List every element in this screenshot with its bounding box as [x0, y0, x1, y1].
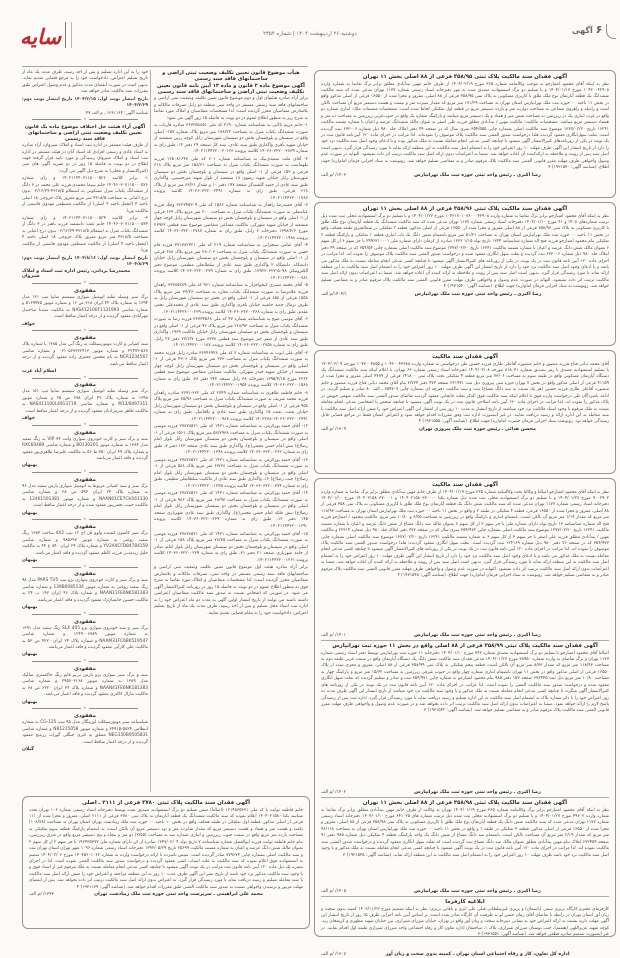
notice-body: نظر به اینکه آقای محمود امتیازجو اصالتا و وکالتا تحت وکالتنامه شماره ۳۶۵ مورخ ۱۴۰۴/۰۱/۱۹ از طرف خانم مهین بیدآبادی مطلق برابر برگ تقاضا به شماره وارده ۹۰۰۳۹۰۲ مورخ ۱۴۰۴/۰۱/۲۷ و با تسلیم دو برگ استشهادیه محلی ثبت شده ذیل شماره یکتا ۱۴۰۴۰۲۱۵۸۰۳۷۰۰۰۰ و ۱۴۰۴۰۲۱۵۸۰۳۷۰۰۰۱ مورخ ۱۴۰۴/۰۱/۱۰ دفترخانه اسناد رسمی شماره ۱۱۷۷ تهران مدعی شده که سند مالکیت شش دانگ یک قطعه آپارتمان نوع ملک طلق با کاربری مسکونی به پلاک ثبتی ۳۵۸ فرعی از ۸۸ اصلی، مفروز و مجزا شده از ۱۶۵۵۰ فرعی، قطعه ۴ تفکیکی در طبقه ۲ و واقع در بخش ۱۱ ناحیه ۰۰ حوزه ثبت ملک تهرانپارس استان تهران به مساحت ۱۱۸/۹۳ متر مربع که مقدار ۱/۱۹ متر مربع آن بالکن است، بانضمام انباری و پارکینگ واقع در زیرزمین به مساحت ۶/۷۵ و ۱۰/۸۰ متر مربع. مالکیت محمود / امتیازجو فرزند فتح اله شماره شناسنامه ۱۳ تاریخ تولد دارای شماره ملی با جز سهم ۳ از کل سهم ۶ بعنوان مالک سه دانگ مشاع از شش دانگ عرصه و اعیان با شماره مستند مالکیت ۱۶۲۴۱ تاریخ ۱۳۷۷/۰۲/۲۰ موضوع سند مالکیت اصلی بشماره چاپی ۳۵۴/۹۷۲ سری سال که در صفحه ۳۷۶ دفتر املاک جلد ۹۸۰ ذیل شماره ۲۲۳۱۴ و مالکیت مهین / بیدآبادی مطلق فرزند علی اصغر با جز سهم ۳ از کل سهم ۶ به شماره مستند مالکیت ۱۶۲۴۱ تاریخ ۱۳۷۷/۰۲/۲۰ موضوع سند مالکیت اصلی بشماره چاپی ۳۵۴/۹۷۳ که در صفحه ۷۶ دفتر ۹۸۰ ذیل شماره ۱۲۴۱۶۹ ثبت گردیده است. بعلت سهل انگاری مفقود گردیده؛ فلذا درخواست صدور المثنی سند مالکیت پلاک موصوف را نموده اند. لذا مراتب در اجرای ماده ۱۲۰ آیین نامه قانون ثبت در یک نوبت در یکی از روزنامه های کثیرالانتشار آگهی میشود تا چنانچه کسی مدعی انجام معامله نسبت به ملک مذکور می باشد و یا ادعای وجود اصل سند مالکیت نزد خود را دارد از تاریخ انتشار این آگهی ظرف مهلت ۱۰ روز اعتراض خود را به انضمام اصل سند مالکیت به این منطقه ارائه نماید تا مورد رسیدگی قرار گیرد. بدیهی است اصل سند پس از رویت و ملاحظه به ارائه کننده آن اعاده خواهد شد. ضمنا به اعتراضات بدون ارائه اصل سند مالکیت ترتیب اثر داده نمیشود. النهایه در صورت عدم وصول و واخواهی ظرف مهلت مقرر قانونی المثنی سند مالکیت پلاک مرقوم صادر و به متقاضی تسلیم خواهد شد. رونوشت به ستاد اجرایی فرمان امام(ره) جهت اطلاع. (شناسه آگهی: ۱۹۳۱۵۴۸) ۴ [321, 489, 609, 579]
ad-body: برگ سبز و سند کمپانی مربوط به اتومبیل سواری پارس سفید مدل ۹۶ به شماره پلاک ۲۴ ایران ۵۹۳ ص ۲۸ و شماره شاسی NAAN01CE7CH161330 و شماره موتور 124K1501381 به مالکیت حبیب نجمی‌پور مفقود شده و از درجه اعتبار ساقط است. [22, 483, 148, 509]
classifieds-column [22, 70, 148, 792]
signature-row [321, 790, 609, 795]
ad-divider: ٭ [32, 423, 138, 428]
notice-box [314, 202, 616, 346]
ad-body: برگ سبز وسیله نقلیه اتومبیل سواری سیستم سایپا تیپ ۱۳۱ مدل ۱۳۹۴ به شماره پلاک ۴۲ ایران ۳۱۸ ص ۱۶ و شماره موتور ۵۱۶۹۹۷۵ و شماره شاسی NAS412100F1131993 به مالکیت سیدنا صاحبدل مهرآبادی مفقود گردیده و از درجه اعتبار ساقط است. [22, 294, 149, 320]
lost-item-ad [22, 612, 148, 657]
signature-row [321, 173, 609, 178]
ad-label: مفقودی [74, 476, 96, 483]
ad-label: مفقودی [74, 571, 96, 578]
ad-signature: اسلام آباد غرب [22, 368, 57, 374]
board-item: ۳- آقای حمیدرضا زاهدار به شناسنامه شماره ۱۵۸۲ کد ملی ۳۶۲۳۴۵۳۰۹ وچک فرزند عباسعلی به صورت ششدانگ یکباب منزل به مساحت ۲۰۰ متر مربع پلاک ۶۶۴ فرعی از ۱- اصلی واقع در سیستان و بلوچستان بخش دو سیستان شهرستان زابل کوچه چهار منشعبه از خیابان شهید شهرکی، مالکیت مشاعی متقاضی موضوع سند قطعی ۲۶۹۳۲ مورخ ۱۳۹۸/۲/۶ دفترخانه ۲ زابل، طبق رای به شماره ۱۴۰۳۶۰۳۲۲۰۰۲۷۸۷ کلاسه پرونده ۱۴۰۲۱۱۴۴۲۲۰۰۱۹۸۸. [154, 203, 308, 241]
notice-box [314, 350, 616, 474]
ad-signature: بهبهان [22, 652, 38, 658]
signature-row [321, 952, 609, 957]
signature: رضا اکبری ـ رئیس واحد ثبتی حوزه ثبت ملک تهرانپارس [414, 889, 541, 894]
notice-code: ۱۳۰۹/ /م الف [321, 426, 347, 432]
notice-heading: آگهی فقدان سند مالکیت پلاک ثبتی ۳۵۸/۹۸ فرعی از ۸۸ اصلی بخش ۱۱ تهران [362, 800, 568, 806]
notice-body: نظر به اینکه آقای محمود امتیازجو برابر برگ تقاضا به شماره وارده ۱۰۴۲۱۷۰۱۰۷۶۰۰۰۴۲۹۰۸ مورخ ۱۴۰۴/۰۱/۲۷ و با تسلیم دو برگ استشهادیه محلی ثبت شده ذیل ترتیب شماره‌های ۱۴۰۸ و ۴۱ مورخ ۱۴۰۴/۰۱/۱۰ دفترخانه اسناد رسمی شماره ۱۱۷۷ تهران مدعی شده که سند مالکیت ششدانگ یک قطعه آپارتمان نوع ملک طلق با کاربری مسکونی به پلاک ثبتی ۳۵۸/۹۶ فرعی از ۸۸ اصلی مفروز و مجزا شده از ۱۶۵۵۰ فرعی از اصلی مذکور، قطعه ۲ تفکیکی در شمالشرق طبقه همکف واقع در بخش ۱۱ ناحیه ۰۰ حوزه ثبت ملک تهرانپارس استان تهران به مساحت ۵۱/۳۱ متر مربع بانضمام شش دانگ یک باب انباری قطعه ۱ تفکیکی و پارکینگ قطعه ۲ تفکیکی بنام محمود امتیازجو فرزند فتح اله شماره شناسنامه ۱۳۴۴ تاریخ تولد ۱/۱۵ ۱۳۲۲ صادره از کرمان دارای شماره ملی ۲۹۹۶۳۱۰۰۰۱ با جز سهم ۶ از کل سهم ۶ بعنوان مالک شش دانگ عرصه و اعیان با شماره مستند مالکیت ۱۶۲۴۱ تاریخ ۱۳۷۷/۰۲/۲۰ موضوع سند مالکیت اصلی بشماره چاپی ۳۵۴/۵۴ که در صفحه ۴۹ دفتر املاک جلد ۹۸۰ ذیل شماره ۶۷۳۰۰۶ ثبت گردیده و بعلت سهل انگاری مفقود شده و درخواست صدور المثنی سند مالکیت پلاک موصوف را نموده اند. لذا مراتب در اجرای ماده ۱۲۰ آیین نامه قانون ثبت در یک نوبت در یکی از روزنامه های کثیرالانتشار آگهی میشود تا چنانچه کسی مدعی انجام معامله نسبت به ملک مذکور می باشد و یا ادعای وجود اصل سند مالکیت نزد خود را دارد از تاریخ انتشار این آگهی ظرف مهلت ۱۰ روز اعتراض خود را به انضمام اصل سند مالکیت به این منطقه ارائه نماید تا مورد رسیدگی قرار گیرد. بدیهی است اصل سند پس از رویت و ملاحظه به ارائه کننده آن اعاده خواهد شد. ضمنا به اعتراضات بدون ارائه اصل سند مالکیت ترتیب اثر داده نمیشود. النهایه در صورت عدم وصول و واخواهی ظرف مهلت مقرر قانونی المثنی سند مالکیت پلاک مرقوم صادر و به متقاضی تسلیم خواهد شد. رونوشت به ستاد اجرایی فرمان امام(ره) جهت اطلاع. (شناسه آگهی: ۱۹۳۱۵۴۰) ۴ [321, 213, 610, 290]
lost-item-ad [22, 281, 148, 326]
notice-heading: آگهی فقدان سند مالکیت پلاک ثبتی ۳۷۸۰ فرعی از ۲۱۱۱ ـ اصلی [81, 800, 251, 806]
notice-code: ۱۴۰۲/ /م الف [321, 790, 347, 795]
notice-section [321, 640, 609, 789]
notice-box [314, 70, 616, 198]
page-section-label: آگهی [572, 26, 593, 35]
signature-row [321, 427, 609, 432]
arbitration-item: ۲- برابر کلاسه ۱۴۰۲۱۱۴۴۰۷۱۱۵۰۰۰۵۳۴ و رای شماره ۱۴۰۴۶۰۳۰۷۱۱۵۰۰۰۵۳۴ خانم عفت دانشمند فرزند باهنر در ۳ دانگ از ششدانگ یکباب منزل به استعلام ۴۳۱۸/۵-۰۲/۱۲/۲۹ بدون درج اعیانی به مساحت ۴۳۱۸/۵ متر مربع مفروز پلاک خروجی ۱۸ اصلی ناحیه ۴ (ایجعل ناحیه ۴ اصلی) از مالکیت مصطفی مهدوی قاسمی از مالکیت وریا. [22, 215, 149, 254]
ad-body: شناسنامه سبز موتورسیکلت اورینگال مدل ۹۵ تیپ CG-125 به شماره انتظامی ۵۸۲۴-۳۴۹۱۵ و شماره موتور NB1215058 و شماره شاسی NEG150B9505831 متعلق به کبری جنگلی گوراب زرمیخ مفقود گردیده و از درجه اعتبار ساقط است. [22, 720, 148, 745]
ad-divider: ٭ [32, 565, 138, 570]
ad-label: مفقودی [74, 335, 96, 342]
notice-box [314, 478, 616, 957]
ad-body: سند و برگ سبز و کارت خودروی سواری وانت VIP ۷۴ به رنگ سفید مدل ۱۳۸۴ به شماره موتور B0130201 و شماره شاسی RXC60489 و شماره پلاک ۴۹ ایران ۳۵۰ ط ۵۶ به مالکیت علیرضا طاهری‌پور مفقود گردیده و فاقد اعتبار می‌باشد. [22, 436, 148, 461]
notice-heading: آگهی فقدان سند مالکیت پلاک ثبتی ۳۵۸/۹۶ فرعی از ۸۸ اصلی بخش ۱۱ تهران [362, 206, 568, 212]
lost-item-ad [22, 376, 148, 421]
signature: محمدرضا یزدانی، رئیس اداره ثبت اسناد و املاک شیروان [22, 269, 131, 280]
date-line: دوشنبه ۲۶ اردیبهشت ۱۴۰۴ | شماره ۲۳۵۴ [263, 31, 357, 37]
board-item: ۷- آقای علی ایوب به شناسنامه شماره ۲ کد ملی ۳۶۷۴۶۹۲۸ صادره زابل فرزند محمد به صورت ششدانگ یکباب منزل به مساحت ۲۳۲ متر مربع پلاک ۴۳۰۶ فرعی از ۱- اصلی واقع در سیستان و بلوچستان بخش دو سیستان شهرستان زابل کوچه چهار منشعبه از خیابان شهید حیدر شهرکی، مالکیت مشاعی متقاضی موضوع سند قطعی ۲۳۶۲ مورخ ۱۳۹۵/۲/۱۵ دفترخانه ۳۸ زابل صفحه ۲۴۲ دفتر ۳۸، طبق رای به شماره ۱۴۰۳۶۰۳۲۲۰۰۱۵۸۸ کلاسه پرونده ۱۴۰۲۱۱۴۴۲۲۰۰۱۹۵۴. [154, 350, 308, 389]
notice-body: نظر به اینکه آقای محمود امتیازجو برابر برگ وکالتنامه شماره ۳۶۵ مورخ ۱۴۰۴/۰۱/۱۹ تهران به وکالت از طرف خانم مهین بیدآبادی مطلق برابر برگ تقاضا به شماره وارده ۴۹۶۰۲ مورخ ۱۴۰۴/۰۱/۲۷ و با تسلیم دو برگ استشهادیه محلی ثبت شده ذیل ترتیب شماره های ۶۴۱۰۲۵ مورخ ۱۴۰۴/۰۱/۱۰ دفترخانه اسناد رسمی شماره ۱۱۷۷ تهران مدعی شده که سند مالکیت شش دانگ یک قطعه آپارتمان نوع ملک طلق با کاربری مسکونی به پلاک ثبتی ۳۵۸/۹۸ فرعی از ۸۸ اصلی، مفروز و مجزا شده از ۱۶۵۵۰ فرعی از اصلی مذکور، قطعه ۴ تفکیکی در طبقه ۱ و واقع در بخش ۱۱ ناحیه ۰۰ حوزه ثبت ملک تهرانپارس استان تهران به مساحت ۹۶/۱۱۸ متر مربع که مقدار ۲/۱۹ متر مربع آن مساحت بالکن است، بانضمام سه دانگ مشاع از شش دانگ یک واحد پارکینگ، قطعه ۴ تفکیکی ذیل شماره ۹۸۵ دفتر ۹۱ صفحه ۶۷۳۴۵۹ املاک بنام مهین بیدآبادی مطلق بعنوان مالک سه دانگ مشاع ثبت گردیده است که بعلت سهل انگاری مفقود گردیده و درخواست صدور المثنی سند مالکیت نموده اند. لذا مراتب در اجرای ماده ۱۲۰ آیین نامه قانون ثبت در یک نوبت آگهی میشود تا چنانچه کسی مدعی انجام معامله نسبت به ملک مذکور و یا وجود اصل سند مالکیت نزد خود باشد ظرف مهلت ۱۰ روز اعتراض خود را به انضمام اصل سند مالکیت به این منطقه ارائه نماید. (شناسه آگهی: ۱۹۳۱۵۴۵) ۳ [321, 807, 610, 858]
signature: رضا اکبری ـ رئیس واحد ثبتی حوزه ثبت ملک تهرانپارس [414, 790, 541, 795]
notice-body: نظر به اینکه آقای محمود امتیازجو به موجب وکالتنامه شماره ۳۶۵ مورخ ۱۴۰۴/۰۲/۱۹ از طرف خانم مهین بیدآبادی مطلق برابر برگ تقاضا به شماره وارده ۱۰۴۳۰۰۴۲۹۰۸ مورخ ۱۴۰۴/۰۱/۱۷ و با تسلیم دو برگ استشهادیه مصدق شده به مهر دفترخانه اسناد رسمی شماره ۱۱۷۷ تهران مدعی شده که سند مالکیت ششدانگ یک قطعه آپارتمان نوع ملک طلق با کاربری مسکونی به پلاک ثبتی ۳۵۸/۹۵ فرعی از ۸۸ اصلی، مفروز و مجزا شده از ۱۶۵۵۰ فرعی از اصلی مذکور واقع در بخش ۱۱ ناحیه ۰۰ حوزه ثبت ملک تهرانپارس استان تهران به مساحت ۱۷۱/۲۹ متر مربع که مقدار سیزده متر و بیست و هشت دسیمتر مربع آن مساحت بالکن است و راه‌پله و راهروی مشاعی به مساحت دوازده متر و یازده دسیمتر مربع در قطعه اول تفکیکی لحاظ شده است. مشخصات منضمات ملک: انباری شماره دو واقع در غرب انباری یک در زیرزمین به مساحت شش متر و هفتاد و یک دسیمتر مربع میباشد و پارکینگ شماره یک واقع در جنوب‌غربی زیرزمین به مساحت ده متر و هشتاد دسیمتر مربع میباشد. مشخصات مالکیت: مالکیت مهین / بیدآبادی مطلق فرزند علی اصغر به عنوان مالک ششدانگ عرصه و اعیان با شماره مستند مالکیت ۱۶۲۴۱ تاریخ ۱۳۷۷/۰۲/۲۰ موضوع سند مالکیت اصلی بشماره چاپی ۳۵۴/۵۵۵ سری سال که در صفحه ۴۹ دفتر املاک جلد ۹۸۰ ذیل شماره ۶۷۳۰۰۶ ثبت گردیده است. بعلت سهل‌انگاری مفقود گردیده فلذا درخواست صدور المثنی سند مالکیت پلاک موصوف را نموده‌اند. لذا مراتب در اجرای ماده ۱۲۰ آیین‌نامه قانون ثبت در یک نوبت در یکی از روزنامه‌های کثیرالانتشار آگهی میشود تا چنانچه کسی مدعی انجام معامله نسبت به ملک مذکور بوده و یا ادعای وجود اصل سند مالکیت نزد خود را دارد از تاریخ انتشار این آگهی ظرف مهلت ۱۰ روز اعتراض خود را به انضمام اصل سند مالکیت به این منطقه ارائه نماید تا مورد رسیدگی قرار گیرد. بدیهی است اصل سند پس از رویت و ملاحظه به ارائه‌کننده آن اعاده خواهد شد. ضمنا به اعتراضات بدون ارائه اصل سند مالکیت ترتیب اثر داده نمیشود. النهایه در صورت عدم وصول واخواهی ظرف مهلت مقرر قانونی المثنی سند مالکیت پلاک مرقوم صادر و به متقاضی تسلیم خواهد شد. رونوشت به ستاد اجرایی فرمان امام(ره) جهت اطلاع. (شناسه آگهی: ۱۹۳۱۵۴۰) ۴ [321, 81, 610, 171]
signature-row [321, 633, 609, 638]
notice-heading: ابلاغیه کارفرما [445, 899, 485, 905]
notice-heading: آگهی فقدان سند مالکیت پلاک ثبتی ۳۵۸/۹۵ فرعی از ۸۸ اصلی بخش ۱۱ تهران [362, 74, 568, 80]
notice-code: ۱۳۴۳/ /م الف [29, 892, 55, 898]
notice-section [321, 896, 609, 951]
lost-item-ad [22, 518, 148, 563]
ad-label: مفقودی [74, 382, 96, 389]
ad-label: مفقودی [74, 665, 96, 672]
notices-column [314, 70, 616, 957]
ad-signature: بهبهان [22, 605, 38, 611]
signature-row [321, 292, 609, 297]
lost-item-ad [22, 423, 148, 468]
bottom-notice-box [22, 796, 310, 929]
ad-divider: ٭ [32, 376, 138, 381]
board-item: ۸- خانم فاطمه طاهری به شناسنامه شماره ۲۷۴۹ کد ملی ۳۶۲-۳۶۹۱ صادره زاهدان فرزند محمد شریف به صورت ششدانگ یکباب منزل به مساحت ۷۵/۹۶ متر مربع پلاک ۹۵۸ فرعی از ۱- اصلی واقع در سیستان و بلوچستان بخش دو سیستان شهرستان زابل خیابان بعثت، بعثت ۱۵ واگذاری طبق سند عادی و بلافاصل، طبق رای به شماره ۱۴۰۳۶۰۳۲۲۰۰۲۷۴۱-۱۴۰۲۲۷۸ کلاسه پرونده ۱۴۰۲۱۱۴۴۲۲۰۰۰۹۸۷. [154, 390, 309, 422]
bracket-ornament-icon [606, 24, 616, 39]
logo-bars-icon [65, 22, 72, 48]
board-item: ۴- آقای عباس سنجرانی به شناسنامه شماره ۲۱۹ کد ملی ۳۷۱۷۸۲۳۲۱ فرزند قام حسن به صورت ششدانگ یکباب منزل به مساحت ۲۸۰/۰۲ متر مربع پلاک ۶۸۸ فرعی از ۱- اصلی واقع در سیستان و بلوچستان بخش دو سیستان شهرستان زابل خیابان دانشگاه، دانشگاه ۲ واگذاری طبق سند عادی از سلطانعلی مطیعی، موضوع دفتر الکترونیکی ۵۰۹۸-۱۳۹۶۲۰۳۲۲، طبق رای به شماره ۱۴۰۳۶۰۳۲۲۰۰۲۷۹ کلاسه پرونده ۱۴۰۲۱۱۴۴۲۲۰۰۰۷۸۱. [154, 243, 309, 281]
ad-divider: ٭ [32, 518, 138, 523]
ad-signature: بهبهان [22, 463, 38, 469]
ad-divider: ٭ [32, 707, 138, 712]
ad-divider: ٭ [32, 329, 138, 334]
header-rule [22, 66, 308, 67]
lost-item-ad [22, 659, 148, 704]
article3-heading: آگهی موضوع ماده ۳ قانون و ماده ۱۳ آیین نامه قانون تعیین تکلیف وضعیت ثبتی اراضی و ساختمانهای فاقد سند رسمی [157, 83, 305, 95]
ad-signature: بهبهان [22, 557, 38, 563]
section-divider: ٭ [32, 118, 138, 123]
board-item: ۱۴- آقای حمید پورکرمی به شناسنامه شماره ۱۴۳۱ کد ملی ۳۷۸۷۸۵۲۱ فرزند موسی به صورت ششدانگ یکباب منزل به مساحت ۶۸/۹۳ متر مربع پلاک ۹۸۶ فرعی از ۱- اصلی واقع در سیستان و بلوچستان بخش دو سیستان شهرستان زابل بلوار امام رضا(ع) نبش فلکه امام حسن مجتبی(ع)، واگذاری طبق سند عادی شهریاری صفحه ۱۴۵ دفتر ۱۲، طبق رای به شماره ۱۴۰۳۶۰۳۲۲۰۰۲۳۹ کلاسه پرونده ۱۴۰۲۱۱۴۴۲۲۰۰۱۳۹۰. [154, 491, 309, 529]
signature: رضا اکبری ـ رئیس واحد ثبتی حوزه ثبت ملک تهرانپارس [414, 291, 542, 297]
ad-body: برگ سبز کامیون کشنده ولوو اف اچ ۱۲ تیپ 4X2 ساخت ۱۳۸۴ رنگ سفید روغنی به شماره موتور ۹۸۵۶۹۷ و شماره شاسی YV2A4CFD84784159 و شماره پلاک ۲۴ ایران ۸۴۰ ع ۴۴ به مالکیت خلیل زیدمدنی فرزند کاظم مفقود گردیده و فاقد اعتبار می‌باشد. [22, 531, 149, 556]
page-number: ۶ [595, 23, 603, 36]
notice-code: شناسه آگهی: ۱۳۶۱۱۶۴ ـ م الف ۴۷ [85, 110, 148, 116]
board-intro: برابر آراء صادره هیئتهای اول و دوم موضوع قانون تعیین تکلیف وضعیت ثبتی اراضی و ساختمانهای فاقد سند رسمی مستقر در واحد ثبتی منطقه دو زابل تصرفات مالکانه و بلامعارض متقاضیان محرز گردیده است؛ لذا مشخصات متقاضیان و املاک مورد تقاضا به شرح زیر به منظور اطلاع عموم در دو نوبت به فاصله ۱۵ روز آگهی می شود: [154, 96, 308, 121]
ad-divider: ٭ [32, 281, 138, 286]
board-heading: هیأت موضوع قانون تعیین تکلیف وضعیت ثبتی اراضی و ساختمانهای فاقد سند رسمی [162, 70, 300, 82]
signature: محسن هدائی ـ رئیس حوزه ثبت ملک پیروزی تهران [419, 426, 536, 432]
arbitration-intro: از طرف هیئت مستقر در اداره ثبت اسناد و املاک شیروان، آراء صادره به اسناد عادی و رسمی افرادی که اسناد آنان در هیئت مستقر در اداره ثبت اسناد و املاک شیروان رسیدگی و مورد تایید قرار گرفته جهت اطلاع در دو نوبت به فاصله ۱۵ روز در دو نشریه آگهی های ثبتی (کثیرالانتشار و محلی) به شرح ذیل آگهی می گردد: [22, 143, 148, 174]
column-divider [150, 70, 151, 792]
signature: رضا اکبری ـ رئیس واحد ثبتی حوزه ثبت ملک تهرانپارس [414, 633, 541, 638]
arbitration-item: ۱- برابر کلاسه ۱۴۰۲۱۱۴۴۰۷۱۱۵۰۰۰۵۲۶ و رای شماره ۱۴۰۴۶۰۳۰۷۱۱۵۰۰۰۵۲۶ خانم سیما محمدی فرزند علی محمد در ۳ دانگ از ششدانگ یکباب منزل مسکونی به استعلام ۴۳۱۸/۵-۰۲/۱۲/۲۹ بدون درج اعیانی به مساحت ۴۳۱۸/۵ متر مربع مفروز پلاک خروجی ۱۸ اصلی ناحیه ۴ (ایجعل ناحیه ۴ اصلی) از مالکیت مصطفی مهدوی قاسمی از مالکیت وریا. [22, 176, 149, 214]
ad-body: سند و برگ سبز و کارت خودروی سواری پژو تیپ PARS TU5 مدل ۹۸ رنگ سفید روغنی به شماره موتور 139B0085134 و شماره شاسی NAAN11FE6NK181383 و شماره پلاک ۴۶ ایران ۱۹۷ ب ۲۴ به مالکیت حسین حاتمیان‌راد مفقود گردیده و فاقد اعتبار می‌باشد. [22, 578, 148, 603]
signature-row [29, 892, 303, 897]
lost-item-ad [22, 470, 148, 515]
ad-divider: ٭ [32, 470, 138, 475]
board-item: ۱- خانم مریم بالایی به شناسنامه شماره ۲۱۹۰ کد ملی ۳۶۷۳۵۸۸۵۱ صادره فاریاب به صورت ششدانگ یکباب منزل به مساحت ۱۷۸/۷۴ متر مربع پلاک شماره ۱۵۷- اصلی واقع در سیستان و بلوچستان بخش دو سیستان شهرستان زابل کوچه زرین منشعبه از خیابان شهید باقری واگذاری طبق سند عادی، سند کل صفحه ۲۹ دفتر ۱۴، طبق رای به شماره ۱۴۰۳۶۰۳۲۲۰۰۲۸۳۹ کلاسه پرونده ۱۴۰۲۱۱۴۴۲۲۰۰۲۰۱۲۳. [154, 123, 308, 155]
notice-code: ۱۴۰۴/۱/م الف [321, 291, 347, 297]
board-item: ۱۳- آقای حمید پورکرمی به شناسنامه شماره ۱۴۳۱ کد ملی ۳۷۸۷۸۵۲۱ فرزند موسی به صورت ششدانگ یکباب منزل به مساحت ۶۷/۳۸ متر مربع پلاک ۵۸۸ فرعی از ۱- اصلی واقع در سیستان و بلوچستان بخش دو سیستان شهرستان زابل بلوار امام رضا(ع) جنب رضا(ع) ۱۲، واگذاری طبق سند عادی از مالکیت سلطانعلی مطیعی، طبق رای به شماره ۱۴۰۳۶۰۳۲۲۰۰۲۷۴ کلاسه پرونده ۱۴۰۲۱۱۴۴۲۲۰۰۱۲۴۵. [154, 457, 309, 489]
signature: محمد علی ابراهیمی ـ سرپرست واحد ثبتی حوزه ثبت ملک زیبادشت تهران [94, 892, 263, 898]
ad-signature: بهبهان [22, 510, 38, 516]
notice-code: ۱۴۰۱/ /م الف [321, 633, 347, 638]
board-item: ۲- آقای ملت سعیدی‌نیک به شناسنامه شماره ۶۰۱ کد ملی ۱۲۵۰۸۱۶۴۷ فرزند طهماسب به صورت ششدانگ یکباب منزل به مساحت ۱۵۸/۳۱ متر مربع پلاک ۳۱۸ فرعی و ۱۵۳ فرعی از ۱- اصلی واقع در سیستان و بلوچستان بخش دو سیستان شهرستان زابل خیابان شهید رضوی ۱۸ منشعبه از بلوار شهید میرحسینی، واگذاری طبق سند عادی از حمید گلشته‌گر صفحه ۱۹۷ دفتر ۱۰ و مقدار ۸۳/۲۱ متر مربع از پلاک ۳۱۸ فرعی، طبق رای به شماره ۱۴۰۳۶۰۳۲۲۰۰۲۴۹۱ کلاسه پرونده ۱۴۰۲۱۱۴۴۲۲۰۰۱۷۸۶. [154, 156, 309, 201]
ad-label: مفقودی [74, 429, 96, 436]
board-item: ۱۵- آقای حمید پورکرمی به شناسنامه شماره ۱۴۳۱ کد ملی ۳۷۸۷۸۵۲۱ فرزند موسی به صورت ششدانگ یکباب منزل به مساحت ۷۸/۷۵ متر مربع پلاک ۱۵۸ فرعی از ۱- اصلی واقع در سیستان و بلوچستان بخش دو سیستان شهرستان زابل بلوار امام، صادر از حامد شهریاری صفحه ۲۱ دفتر ۳۱، طبق رای به شماره ۱۴۰۳۶۰۳۲۲۰۰۲۳۹ کلاسه پرونده ۱۴۰۲۱۱۴۴۲۲۰۰۱۲۶۱. [154, 531, 309, 563]
newspaper-logo [20, 22, 72, 48]
determination-column [154, 70, 308, 792]
ad-signature: گیلان [22, 746, 34, 752]
board-closing: برابر آراء صادره هیئت اول موضوع قانون تعیین تکلیف وضعیت ثبتی اراضی و ساختمانهای فاقد سند رسمی مستقر در واحد ثبتی، تصرفات مالکانه و بلامعارض متقاضیان محرز گردیده است؛ لذا مشخصات متقاضیان و املاک مورد تقاضا به شرح فوق به منظور اطلاع عموم در دو نوبت به فاصله ۱۵ روز در روزنامه کثیرالانتشار آگهی می شود. در صورتی که اشخاص نسبت به صدور سند مالکیت متقاضیان اعتراضی داشته باشند می توانند از تاریخ انتشار اولین آگهی به مدت دو ماه اعتراض خود را به اداره ثبت اسناد محل تسلیم و پس از اخذ رسید، ظرف مدت یک ماه از تاریخ تسلیم اعتراض، دادخواست خود را به مقام قضایی تقدیم نمایند. [154, 565, 308, 616]
notice-heading: آگهی فقدان سند مالکیت [432, 354, 498, 360]
logo-text: سایه [20, 25, 62, 49]
board-item: ۱۲- آقای حمید پورکرمی به شناسنامه شماره ۱۴۳۱ کد ملی ۳۷۸۷۸۵۲۱ فرزند موسی به صورت ششدانگ یکباب منزل به مساحت ۵۸/۷۹۳۸ متر مربع پلاک ۱۵۶۱ فرعی از ۱- اصلی واقع در سیستان و بلوچستان بخش دو سیستان شهرستان زابل بلوار امام رضا(ع) نبش امام حسن مجتبی(ع)، واگذاری طبق سند عادی صفحه ۱۲۳ دفتر ۷، طبق رای به شماره ۱۴۰۳۶۰۳۲۲۰۰۲۶۲ کلاسه پرونده ۱۴۰۲۱۱۴۴۲۲۰۰۱۲۹۸. [154, 424, 309, 456]
publication-dates: تاریخ انتشار نوبت اول: ۱۴۰۴/۲/۱۵ تاریخ انتشار نوبت دوم: ۱۴۰۴/۲/۲۹ [22, 96, 148, 109]
notice-heading: آگهی فقدان سند مالکیت [432, 482, 498, 488]
board-item: ۶- آقای موسی شیخ به شناسنامه شماره ۴۷ کد ملی ۳۶۷۳۴۵۶۸ فرزند رضا به صورت ششدانگ یکباب منزل به مساحت ۲۶۸/۹۳ متر مربع پلاک ۹۳ فرعی از ۱- اصلی واقع در سیستان و بلوچستان بخش دو سیستان شهرستان زابل خیابان مالکیت ۱۹۶۹، واگذاری طبق سند عادی از صفر خیر موضوع سند قطعی ۸۳۷۸ مورخ ۷۷/۶/۷ دفتر ۲۷ زابل، طبق رای به شماره ۱۴۰۳۶۰۳۲۲۰۰۲۷۵۸ کلاسه پرونده ۱۴۰۲۱۱۴۴۲۲۰۰۰۱۸۷. [154, 317, 309, 349]
ad-label: مفقودی [74, 618, 96, 625]
ad-label: مفقودی [74, 713, 96, 720]
signature: رضا اکبری ـ رئیس واحد ثبتی حوزه ثبت ملک تهرانپارس [414, 172, 541, 178]
arbitration-heading: آگهی آراء هیئت حل اختلاف موضوع ماده یک قانون تعیین تکلیف وضعیت ثبتی اراضی و ساختمانهای فاقد سند رسمی [24, 124, 146, 143]
notice-body: آقای محمد دیانی فتاح فرزند منصور و خانم منصوره آقاعلی طاری فرزند حسین طی درخواستی به شماره وارده ۱۰۴۳۰۰۴۳۲۸۸ و ۱۰۴۳۰۰۴۸۵۵ مورخه ۱۴۰۴/۰۲/۰۹ با تسلیم استشهادیه مصدق با رمز تصدیق شماره ۸۱۸۰۴۱ مورخه ۱۴۰۴/۰۲/۰۸ دفترخانه اسناد رسمی شماره ۶۶ تهران، با اعلام اینکه سند مالکیت ششدانگ یک دستگاه آپارتمان مسکونی واقع در طبقه سوم به مساحت ۷۳/۰۶ متر مربع قطعه ۴ تفکیکی تحت پلاک ثبتی ۱۴۱۸۰۰ فرعی از ۴۴۷۹ اصلی مفروز و مجزا شده از ۴۱۱۵۹ فرعی از اصلی مذکور واقع در بخش ۷ تهران حوزه ثبتی پیروزی ذیل ثبت ۳۶۱۹۴۱ صفحه ۴۷۳ دفتر ۲/۷۲۴ بنام آقای محمد دیانی فتاح فرزند منصور و خانم منصوره آقاعلی طاری فرزند حسین (هر یک نسبت به سه دانگ مشاع) ثبت و سند مالکیت دفترچه ای بشماره چاپی ۷۵۹۷۰۷ ـ الف ۸۰ صادر و تسلیم گردید. در ادامه نامبردگان طی درخواست وارده فوق با اعلام اینکه سند مالکیت فوق الذکر بعلت جابجایی مفقود گردیده تقاضای صدور المثنی سند مالکیت سهمی خویش در پلاک مذکور را نموده اند. لذا مراتب در اجرای ماده ۱۲۰ آیین نامه اصلاحی قانون ثبت در یک نوبت آگهی میشود تا چنانچه شخص یا اشخاصی مدعی انجام معامله نسبت به ملک مرقوم یا وجود اسناد مالکیت نزد خود میباشند از تاریخ انتشار به مدت ۱۰ روز پس از انتشار این آگهی اعتراض خود را ضمن ارائه اصل سند مالکیت یا سند معامله به این اداره ارائه و رسید دریافت نمایند. در غیر اینصورت اداره ثبت وفق مقررات اقدام خواهد نمود و اعتراض ایشان فقط در مراجع قضایی قابل رسیدگی خواهد بود. رونوشت ستاد اجرایی فرمان حضرت امام(ره) جهت اطلاع. (شناسه آگهی: ۱۹۳۱۵۵۵) ۴ [321, 361, 609, 425]
notice-code: ۱۴۰۳/ /م الف [321, 172, 347, 178]
signature-row [321, 889, 609, 894]
notice-body: اصالتا آقای محمود امتیازجو با تسلیم دو برگ استشهادیه مصدق شماره ۷۴۶ مورخ ۱۴۰۴/۰۱/۱۰ دفترخانه ۱۱ حوزه ثبت تهرانپارس توسط دفتر اسناد رسمی شماره ۱۱۷۷ تهران و برگ تقاضای به وارده شماره ۲۸۹۵۰ مورخ ۱۴۰۴/۰۱/۲۷ مدعی فقدان سند مالکیت شش دانگ یک دستگاه آپارتمان واقع در سمت غربی طبقه دوم به مساحت ۱۱۸/۹۳ متر مربع که مقدار ۸/۷۳ متر مربع آن بالکن است، قطعه پنجم تفکیکی به پلاک ثبتی ۳۵۸/۹۹ فرعی از ۸۸ اصلی، مفروز و مجزی شده از پلاک ۱۶۵۵۰ فرعی از اصلی مذکور واقع در بخش ۱۱ تهران بانضمام انباری شماره چهار واقع در جنوب شرقی زیرزمین به مساحت ۱۵/۳۲ متر مربع و پارکینگ چهار به مساحت ۱۰/۸۰ متر مربع ذیل ثبت ۶۷۳۴۴۵ صفحه ۱۵۳ دفتر ۹۸۵ بنام محمود امتیازجو به شماره چاپی ۳۵۴/۹۷۱ ثبت و صادر و تسلیم گردیده که بعلت سهل انگاری مفقود شده و درخواست صدور سند مالکیت المثنی را نموده است. لذا مراتب در اجرای ماده ۱۲۰ آیین نامه قانون ثبت در یک نوبت در یکی از روزنامه های کثیرالانتشار آگهی میگردد تا چنانچه کسی مدعی انجام معامله نسبت به ملک مذکور و یا وجود سند مالکیت نزد خود میباشد از تاریخ انتشار این آگهی ظرف مدت ده روز اعتراض خود را با ذکر شماره پلاک به انضمام اصل سند مالکیت به این اداره تسلیم و رسید دریافت نماید تا مورد رسیدگی قرار گیرد. اداره ثبت پس از رسیدگی پاسخ لازم را ارائه خواهد نمود. ضمنا به اعتراضات بدون ارائه اصل سند مالکیت ترتیب اثر داده نخواهد شد و در صورت عدم وصول و واخواهی ظرف مهلت مقرر قانونی المثنی سند مالکیت پلاک مرقوم صادر و به متقاضی تسلیم خواهد شد. (شناسه آگهی: ۱۹۳۱۵۴۲) ۳ [321, 650, 610, 714]
ad-divider: ٭ [32, 659, 138, 664]
ad-body: برگ سبز و سند خودروی سواری پژو 405 SLX رنگ سفید مدل ۱۳۹۱ به شماره موتور ۱۲۴۹۰۰۶۷۸۹ و شماره شاسی NAAM31FC6BK519547 و شماره پلاک ۲۴ ایران ۴۲۲۰ ص ۵۳ به مالکیت علی کارآیی مفقود گردیده و فاقد اعتبار می‌باشد. [22, 625, 148, 650]
ad-divider: ٭ [32, 612, 138, 617]
ad-signature: خواف [22, 416, 36, 422]
publication-dates: تاریخ انتشار نوبت اول: ۱۴۰۴/۸/۱۶ تاریخ انتشار نوبت دوم: ۱۴۰۴/۸/۲۹ [22, 255, 148, 267]
notice-code: ۱۳۰۷/ /م الف [321, 952, 347, 957]
notice-section [321, 797, 609, 888]
ad-signature: خواف [22, 321, 36, 327]
ad-body: سند کمپانی و کارت موتورسیکلت به رنگ آبی مدل ۱۳۸۵ با شماره پلاک ۵۶۷-۴۲۴۷۲ و شماره موتور ۰۲۱۰۵۶۷۳۲۲۴۱۳ و شماره شاسی NCR1234567 به نام محسن جعفری زاده مفقود گردیده و از درجه اعتبار ساقط می‌باشد. [22, 342, 149, 367]
notice-body: کارفرمای محترم کارگاه بربری سنتی (پاسمان) و بربری غیرسلطانی قبلی علی انزی و باقایی بربری؛ نظر به اینکه تصمیم مورخ ۱۴۰۳/۱۱/۲۳ کمیته بدوی سخت و زیان آور استان تهران در رابطه با تقاضای آقای زمان حسن لو به طرفیت آن کارگاه صادر شده است، بر اساس آیین نامه اجرایی ظرف ۱۵ روز از تاریخ انتشار این آگهی مهلت دارید نسبت به ارائه اعتراض خود به نشانی دبیرخانه سخت و زیان آور واقع در تهران، خیابان میرزای شیرازی، بین خیابان شهید مطهری و کریمخان زند، کوچه شهید عزیزاللهی (هشتم)، جنب بوستان میرزای شیرازی، پلاک ۱، ساختمان اداره تعاون کار و رفاه اجتماعی واحد میرزای شیرازی طبقه اول اقدام نمایید. در غیر اینصورت تصمیم صادره قطعی خواهد شد. (شناسه آگهی: ۱۹۳۱۵۵۱) ۳ [321, 906, 610, 938]
ad-body: برگ سبز وسیله نقلیه اتومبیل سواری سیستم سایپا تیپ ۱۵۱ مدل ۱۳۹۸ به شماره پلاک ۴۲ ایران ۶۷۸ ص ۲۵ و شماره موتور M13/8497311 و شماره شاسی NAS411100L4913719 به مالکیت طاهر میرمرادیان مفقود گردیده و از درجه اعتبار ساقط است. [22, 389, 149, 414]
lost-item-ad [22, 707, 148, 752]
ad-body: سند و برگ سبز سواری پژو پارس تی‌یو فایو رنگ خاکستری متالیک مدل ۱۳۸۹ به شماره موتور ۲۹۵۶۰۳۱۶۸ و شماره شاسی NAAN41FE6NK181383 و شماره پلاک ۲۴ ایران ۶۲۲۰ ص ۶۸ به مالکیت مارال کاکتری مفقود گردیده و فاقد اعتبار می‌باشد. [22, 672, 148, 698]
notice-continuation: خود را به این اداره تسلیم و پس از اخذ رسید، ظرف مدت یک ماه از تاریخ تسلیم اعتراض، دادخواست خود را به مرجع قضایی تقدیم نماید. بدیهی است در صورت انقضای مدت مذکور و عدم وصول اعتراض طبق مقررات سند مالکیت صادر خواهد شد. [22, 70, 148, 95]
notice-heading: آگهی فقدان سند مالکیت پلاک ثبتی ۳۵۸/۹۹ فرعی از ۸۸ اصلی واقع در بخش ۱۱ حوزه ثبت تهرانپارس [332, 643, 598, 649]
notice-code: ۱۴۰۵/ /م الف [321, 889, 347, 894]
page-header-right [572, 24, 616, 39]
notice-section [321, 482, 609, 632]
ad-label: مفقودی [74, 287, 96, 294]
notice-body: خانم فاطمه ثوابت با کد ملی ۱۲۱۹۸۳۵۳۷۱ (اصالتا) ضمن تسلیم دو برگ استشهادیه تصدیق شده توسط دفترخانه اسناد رسمی شماره ۱۰۶ تهران تحت شناسه یکتا ۱۴۰۴۰۲۱۵۸۰ اعلام نموده که سند مالکیت ششدانگ یک قطعه آپارتمان به پلاک ثبتی ۳۷۸۰ فرعی از ۲۱۱۱ اصلی، مفروز و مجزا شده از ۱۱۱ فرعی از اصلی مذکور، قطعه اول تفکیکی در طبقه همکف واقع در بخش ۱۰ ناحیه ۰۰ حوزه ثبت ملک زیبادشت تهران استان تهران به مساحت (۱۰۸/۷۸) یکصد و هشت متر و هفتاد و هشت دسیمتر مربع که مقدار شانزده متر و نود دسیمتر مربع آن بالکن است، به انضمام پارکینگ قطعه سوم تفکیکی به مساحت یازده متر مربع واقع در سمت جنوب زیرزمین و انباری شماره سه به مساحت (۲/۵۵) دو متر و پنجاه و پنج دسیمتر مربع واقع در شرق زیرزمین، بنام خانم فاطمه ثوابت فرزند ابوالفضل شماره شناسنامه ۷ تاریخ تولد ۱۳۴۷/۰۲/۰۴ صادره از کن دارای شماره ملی ۱۹۶۴۳۵۳۷۷ با جز سهم ۲ از کل سهم ۲ بعنوان مالک شش دانگ عرصه و اعیان به شماره مستند مالکیت ۲۵۶۹۹ تاریخ ۱۳۹۲/۰۵/۲۹ دفترخانه اسناد رسمی شماره ۱۰۹۶ شهر تهران استان تهران ثبت و سند مالکیت اصلی بشماره چاپی ۷۷۹۶۷۴ صادر گردیده است. سپس نامبرده با ارائه درخواست وارده به شماره ۱۴۰۴۵۶۰۱۰۶۲ مورخ ۱۴۰۴/۰۲/۰۶ منضم به استشهادیه فوق اعلام نموده که سند مالکیت به علت اسباب کشی مفقود گردیده و درخواست صدور سند مالکیت المثنی نموده است. لذا در اجرای تبصره یک ذیل ماده ۱۲۰ آیین نامه قانون ثبت مراتب در یک نوبت آگهی میشود تا چنانچه کسی مدعی انجام معامله نسبت به ملک مرقوم غیر از اسناد فوق و یا وجود سند مالکیت مذکور نزد خود باشد از تاریخ نشر این آگهی ظرف مدت ۱۰ روز به این منطقه مراجعه و اعتراض خود را ضمن ارائه اصل سند مالکیت یا سند معامله تسلیم و رسید دریافت نماید تا مورد رسیدگی قرار گیرد. به اعتراض بدون ارائه اصل سند مالکیت ترتیب اثر داده نخواهد شد. پس از انقضای مهلت مزبور و نرسیدن واخواهی نسبت به صدور سند مالکیت المثنی طبق مقررات اقدام خواهد شد. (شناسه آگهی: ۱۹۳۱۱۷۹) ۴ [29, 807, 303, 890]
lost-item-ad [22, 329, 148, 374]
ad-label: مفقودی [74, 524, 96, 531]
ad-signature: بهبهان [22, 699, 38, 705]
board-item: ۵- آقای محمد مصری کیخواجرار به شناسنامه شماره ۹۶۱ کد ملی ۳۳۷۸۵۲۸۹ راهدان فرزند غلامرضا به صورت ششدانگ یکباب مغازه به مساحت ۳۷/۲۶ متر مربع پلاک ۱۵۵۸ فرعی از ۸۵۸ فرعی از ۱- اصلی واقع در بخش دو سیستان شهرستان زابل به طرف نرمال جدید حاشیه خیابان باقری واگذاری طبق سند عادی از محمدعلی نخعی مقدم، طبق رای به شماره ۱۴۰۳۶۰۳۲۲۰۰۲۶۸ کلاسه پرونده ۱۴۰۲۱۱۴۴۲۲۰۰۰۲۳۹. [154, 283, 308, 315]
lost-item-ad [22, 565, 148, 610]
signature: اداره کل تعاون، کار و رفاه اجتماعی استان تهران ـ کمیته بدوی سخت و زیان آور [385, 952, 570, 957]
